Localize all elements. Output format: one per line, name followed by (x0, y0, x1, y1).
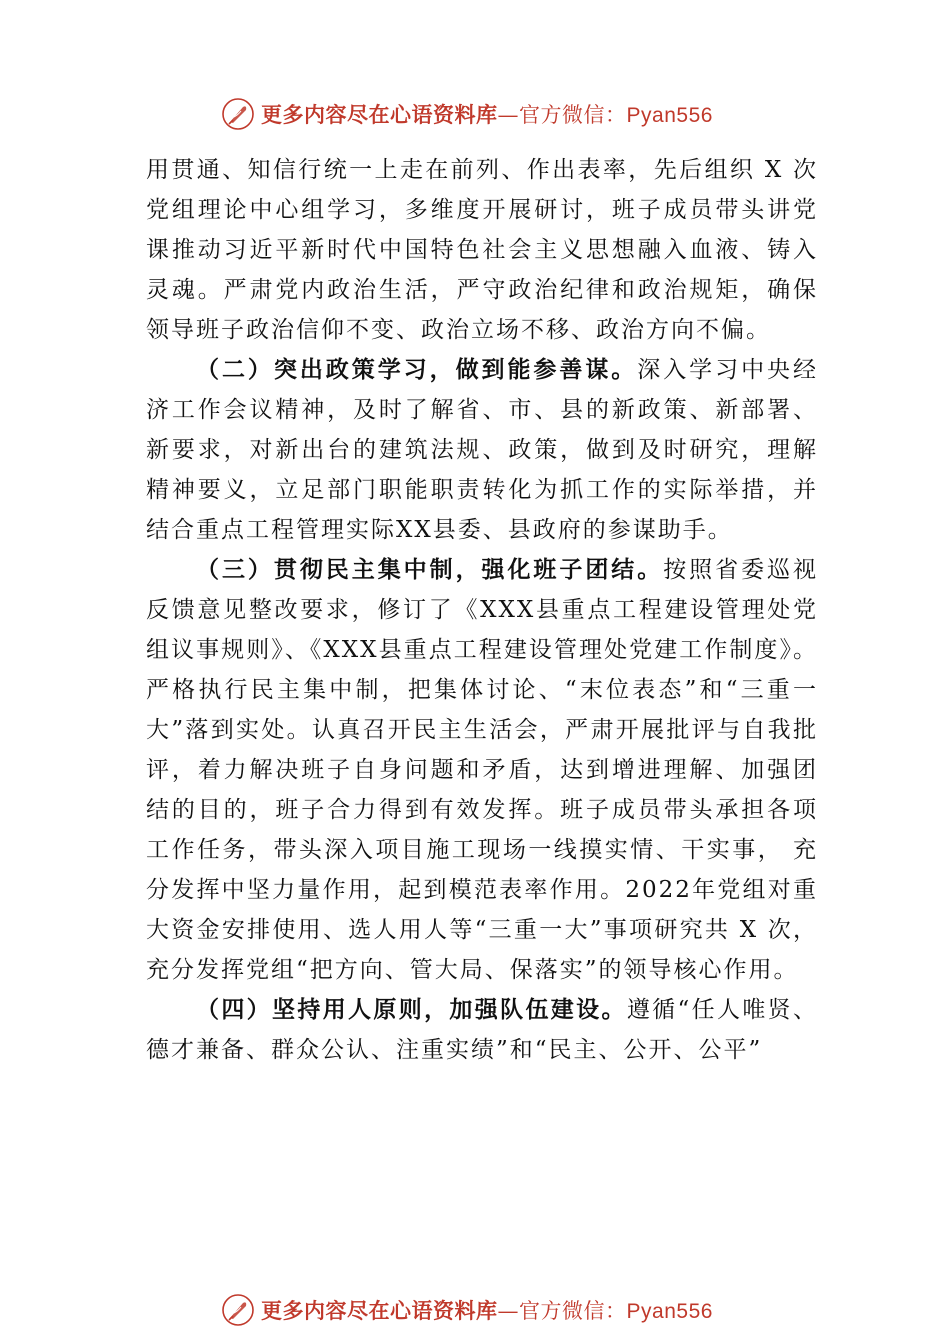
banner-label: 官方微信： (519, 1299, 627, 1323)
paragraph-4-heading: （四）坚持用人原则，加强队伍建设。 (196, 996, 627, 1023)
banner-label: 官方微信： (519, 103, 627, 127)
paragraph-4 (146, 990, 818, 1070)
quill-logo-icon (221, 97, 255, 131)
banner-text (261, 99, 713, 129)
footer-banner (0, 1290, 950, 1330)
paragraph-3-text: 按照省委巡视反馈意见整改要求，修订了《XXX县重点工程建设管理处党组议事规则》、《XXX县重点工程建设管理处党建工作制度》。严格执行民主集中制，把集体讨论、“末位表态”和“三重一大”落到实处。认真召开民主生活会，严肃开展批评与自我批评，着力解决班子自身问题和矛盾，达到增进理解、加强团结的目的，班子合力得到有效发挥。班子成员带头承担各项工作任务，带头深入项目施工现场一线摸实情、干实事， 充分发挥中坚力量作用，起到模范表率作用。2022年党组对重大资金安排使用、选人用人等“三重一大”事项研究共 X 次，充分发挥党组“把方向、管大局、保落实”的领导核心作用。 (146, 557, 819, 983)
banner-main-text: 更多内容尽在心语资料库 (261, 102, 498, 127)
paragraph-1-text: 用贯通、知信行统一上走在前列、作出表率，先后组织 X 次党组理论中心组学习，多维度开展研讨，班子成员带头讲党课推动习近平新时代中国特色社会主义思想融入血液、铸入灵魂。严肃党内政治生活，严守政治纪律和政治规矩，确保领导班子政治信仰不变、政治立场不移、政治方向不偏。 (146, 157, 818, 343)
banner-wechat-id: Pyan556 (626, 104, 713, 127)
paragraph-1 (146, 150, 818, 350)
header-banner-inner (221, 97, 713, 131)
banner-wechat-id: Pyan556 (626, 1300, 713, 1323)
banner-dash: — (497, 1299, 520, 1323)
banner-dash: — (497, 103, 520, 127)
paragraph-4-text: 遵循“任人唯贤、德才兼备、群众公认、注重实绩”和“民主、公开、公平” (146, 997, 819, 1063)
paragraph-2-heading: （二）突出政策学习，做到能参善谋。 (196, 356, 638, 383)
paragraph-3 (146, 550, 818, 990)
document-body (146, 150, 818, 1070)
banner-main-text: 更多内容尽在心语资料库 (261, 1298, 498, 1323)
quill-logo-icon (221, 1293, 255, 1327)
header-banner (0, 94, 950, 134)
paragraph-2-text: 深入学习中央经济工作会议精神，及时了解省、市、县的新政策、新部署、 新要求，对新出台的建筑法规、政策，做到及时研究，理解精神要义，立足部门职能职责转化为抓工作的实际举措，并结合重点工程管理实际XX县委、县政府的参谋助手。 (146, 357, 819, 543)
paragraph-3-heading: （三）贯彻民主集中制，强化班子团结。 (196, 556, 664, 583)
footer-banner-inner (221, 1293, 713, 1327)
banner-text (261, 1295, 713, 1325)
paragraph-2 (146, 350, 818, 550)
